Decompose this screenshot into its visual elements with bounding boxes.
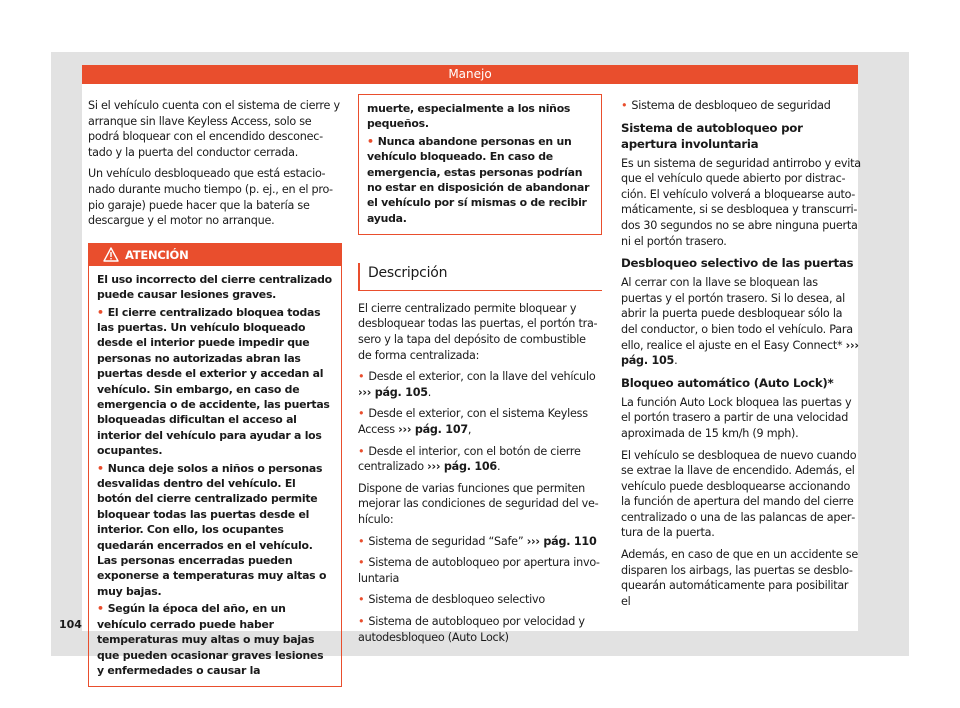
page-reference-link[interactable]: ››› pág. 106 bbox=[427, 460, 497, 474]
list-item: • Desde el exterior, con el sistema Keyless Access ››› pág. 107, bbox=[358, 407, 588, 436]
paragraph: Si el vehículo cuenta con el sistema de cierre y arranque sin llave Keyless Access, solo se podrá bloquear con el encendido desconectado y la puerta del conductor cerrada. bbox=[88, 99, 340, 159]
warning-bullet: • Nunca abandone personas en un vehículo bloqueado. En caso de emergencia, estas personas podrían no estar en disposición de abandonar el vehículo por sí mismas o de recibir ayuda. bbox=[367, 134, 590, 225]
paragraph: La función Auto Lock bloquea las puertas y el portón trasero a partir de una velocidad aproximada de 15 km/h (9 mph). bbox=[621, 395, 852, 440]
bullet-dot-icon: • bbox=[358, 407, 365, 421]
list-item: • Sistema de autobloqueo por apertura involuntaria bbox=[358, 556, 600, 585]
column-3 bbox=[621, 98, 861, 615]
paragraph: Dispone de varias funciones que permiten mejorar las condiciones de seguridad del vehículo: bbox=[358, 481, 599, 526]
bullet-dot-icon: • bbox=[358, 444, 365, 458]
page-reference-link[interactable]: ››› pág. 107 bbox=[398, 423, 468, 436]
warning-continuation bbox=[358, 94, 602, 235]
subheading: Desbloqueo selectivo de las puertas bbox=[621, 256, 854, 271]
bullet-dot-icon: • bbox=[358, 556, 365, 570]
subheading: Sistema de autobloqueo por apertura involuntaria bbox=[621, 120, 803, 151]
paragraph: Además, en caso de que en un accidente se disparen los airbags, las puertas se desbloquearán automáticamente para posibilitar el bbox=[621, 548, 858, 608]
page-reference-link[interactable]: ››› pág. 105 bbox=[358, 385, 428, 399]
list-item: • Desde el exterior, con la llave del vehículo ››› pág. 105. bbox=[358, 370, 596, 399]
bullet-dot-icon: • bbox=[97, 602, 104, 616]
bullet-dot-icon: • bbox=[621, 99, 628, 112]
warning-bullet: • El cierre centralizado bloquea todas las puertas. Un vehículo bloqueado desde el interior puede impedir que personas no autorizadas abran las puertas desde el exterior y accedan al vehículo. Sin embargo, en caso de emergencia o de accidente, las puertas bloqueadas dificultan el acceso al interior del vehículo para ayudar a los ocupantes. bbox=[97, 305, 330, 458]
bullet-dot-icon: • bbox=[97, 461, 104, 475]
list-item: • Sistema de autobloqueo por velocidad y autodesbloqueo (Auto Lock) bbox=[358, 614, 585, 644]
warning-bullet: • Nunca deje solos a niños o personas desvalidas dentro del vehículo. El botón del cierre centralizado permite bloquear todas las puertas desde el interior. Con ello, los ocupantes quedarán encerrados en el vehículo. Las personas encerradas pueden exponerse a temperaturas muy altas o muy bajas. bbox=[97, 461, 327, 598]
list-item: • Sistema de desbloqueo de seguridad bbox=[621, 99, 831, 112]
paragraph: Un vehículo desbloqueado que está estacionado durante mucho tiempo (p. ej., en el propio garaje) puede hacer que la batería se descargue y el motor no arranque. bbox=[88, 167, 334, 228]
subheading: Bloqueo automático (Auto Lock)* bbox=[621, 375, 834, 390]
warning-bullet: • Según la época del año, en un vehículo cerrado puede haber temperaturas muy altas o muy bajas que pueden ocasionar graves lesiones y enfermedades o causar la bbox=[97, 602, 324, 677]
bullet-dot-icon: • bbox=[358, 593, 365, 607]
list-item: • Sistema de desbloqueo selectivo bbox=[358, 593, 545, 607]
page-reference-link[interactable]: ››› pág. 105 bbox=[621, 338, 859, 368]
paragraph: Al cerrar con la llave se bloquean las puertas y el portón trasero. Si lo desea, al abrir la puerta puede desbloquear sólo la del conductor, o bien todo el vehículo. Para ello, realice el ajuste en el Easy Connect* ››› pág. 105. bbox=[621, 276, 859, 368]
warning-triangle-icon bbox=[103, 247, 119, 262]
list-item: • Desde el interior, con el botón de cierre centralizado ››› pág. 106. bbox=[358, 444, 581, 474]
paragraph: Es un sistema de seguridad antirrobo y evita que el vehículo quede abierto por distracción. El vehículo volverá a bloquearse automáticamente, si se desbloquea y transcurridos 30 segundos no se abre ninguna puerta ni el portón trasero. bbox=[621, 156, 861, 248]
bullet-dot-icon: • bbox=[358, 534, 365, 548]
chapter-header: Manejo bbox=[82, 65, 858, 84]
bullet-dot-icon: • bbox=[358, 614, 365, 628]
page-reference-link[interactable]: ››› pág. 110 bbox=[526, 534, 597, 548]
warning-text: muerte, especialmente a los niños pequeños. bbox=[367, 102, 571, 131]
list-item: • Sistema de seguridad “Safe” ››› pág. 110 bbox=[358, 534, 597, 548]
section-title: Descripción bbox=[358, 263, 602, 291]
bullet-dot-icon: • bbox=[358, 370, 365, 384]
warning-box bbox=[88, 243, 342, 688]
warning-body bbox=[89, 266, 341, 687]
warning-title: ATENCIÓN bbox=[125, 247, 189, 262]
warning-header bbox=[89, 244, 341, 266]
page-number: 104 bbox=[59, 618, 82, 631]
bullet-dot-icon: • bbox=[97, 305, 104, 319]
paragraph: El vehículo se desbloquea de nuevo cuando se extrae la llave de encendido. Además, el vehículo puede desbloquearse accionando la función de apertura del mando del cierre centralizado o una de las palancas de apertura de la puerta. bbox=[621, 448, 857, 540]
column-2 bbox=[358, 98, 602, 651]
paragraph: El cierre centralizado permite bloquear y desbloquear todas las puertas, el portón trasero y la tapa del depósito de combustible de forma centralizada: bbox=[358, 301, 598, 362]
column-1 bbox=[88, 98, 342, 687]
warning-intro: El uso incorrecto del cierre centralizado puede causar lesiones graves. bbox=[97, 272, 332, 302]
bullet-dot-icon: • bbox=[367, 134, 374, 148]
